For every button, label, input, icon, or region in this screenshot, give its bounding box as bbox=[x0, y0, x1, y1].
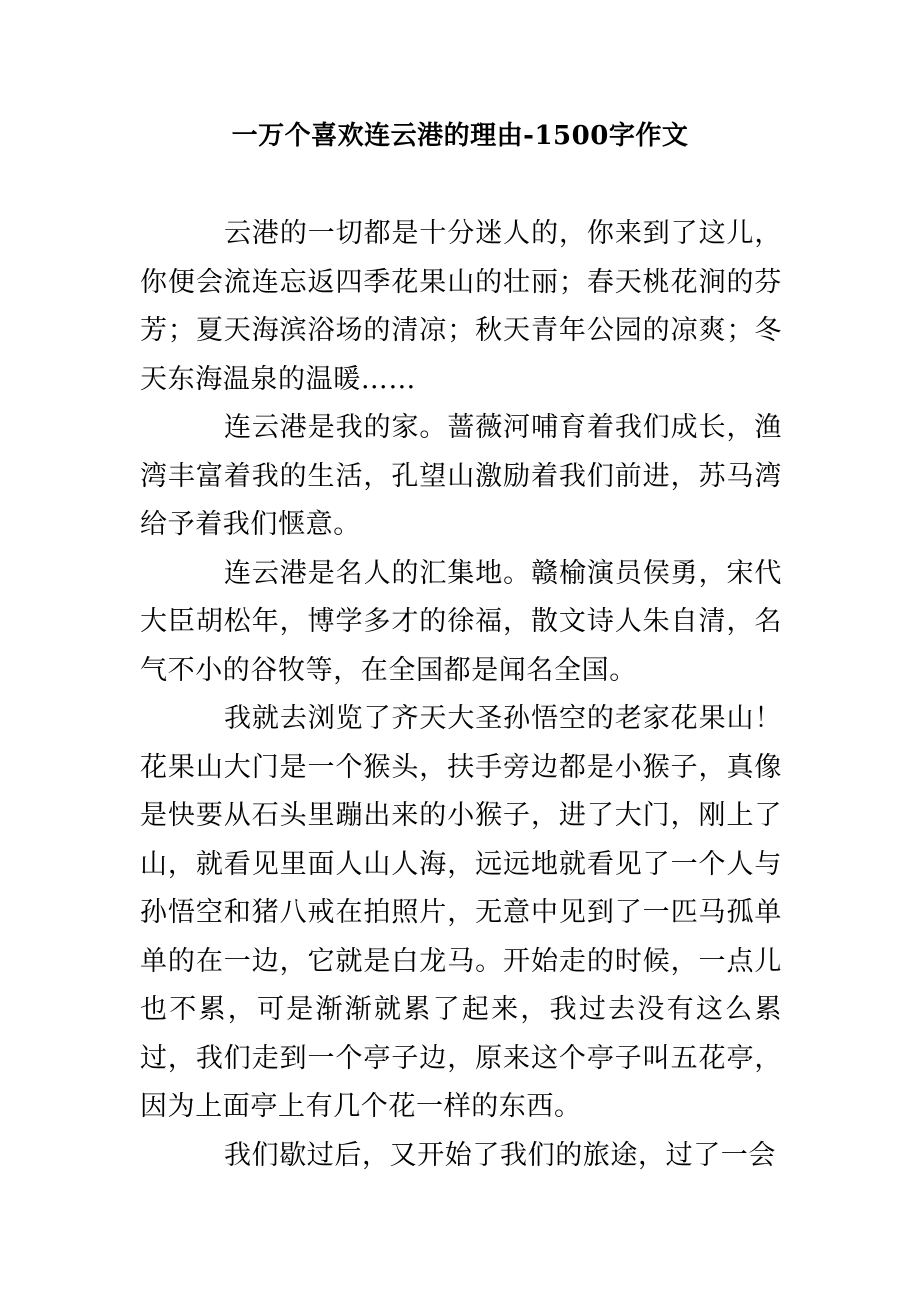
paragraph: 云港的一切都是十分迷人的，你来到了这儿，你便会流连忘返四季花果山的壮丽；春天桃花涧的芬芳；夏天海滨浴场的清凉；秋天青年公园的凉爽；冬天东海温泉的温暖…… bbox=[140, 218, 782, 395]
paragraph: 连云港是名人的汇集地。赣榆演员侯勇，宋代大臣胡松年，博学多才的徐福，散文诗人朱自清，名气不小的谷牧等，在全国都是闻名全国。 bbox=[140, 557, 782, 686]
document-title: 一万个喜欢连云港的理由-1500字作文 bbox=[231, 121, 689, 151]
paragraph: 连云港是我的家。蔷薇河哺育着我们成长，渔湾丰富着我的生活，孔望山激励着我们前进，苏马湾给予着我们惬意。 bbox=[140, 412, 782, 540]
paragraph: 我们歇过后，又开始了我们的旅途，过了一会 bbox=[224, 1139, 776, 1171]
document-body bbox=[140, 210, 782, 1180]
paragraph: 我就去浏览了齐天大圣孙悟空的老家花果山！花果山大门是一个猴头，扶手旁边都是小猴子，真像是快要从石头里蹦出来的小猴子，进了大门，刚上了山，就看见里面人山人海，远远地就看见了一个人与孙悟空和猪八戒在拍照片，无意中见到了一匹马孤单单的在一边，它就是白龙马。开始走的时候，一点儿也不累，可是渐渐就累了起来，我过去没有这么累过，我们走到一个亭子边，原来这个亭子叫五花亭，因为上面亭上有几个花一样的东西。 bbox=[140, 703, 782, 1122]
